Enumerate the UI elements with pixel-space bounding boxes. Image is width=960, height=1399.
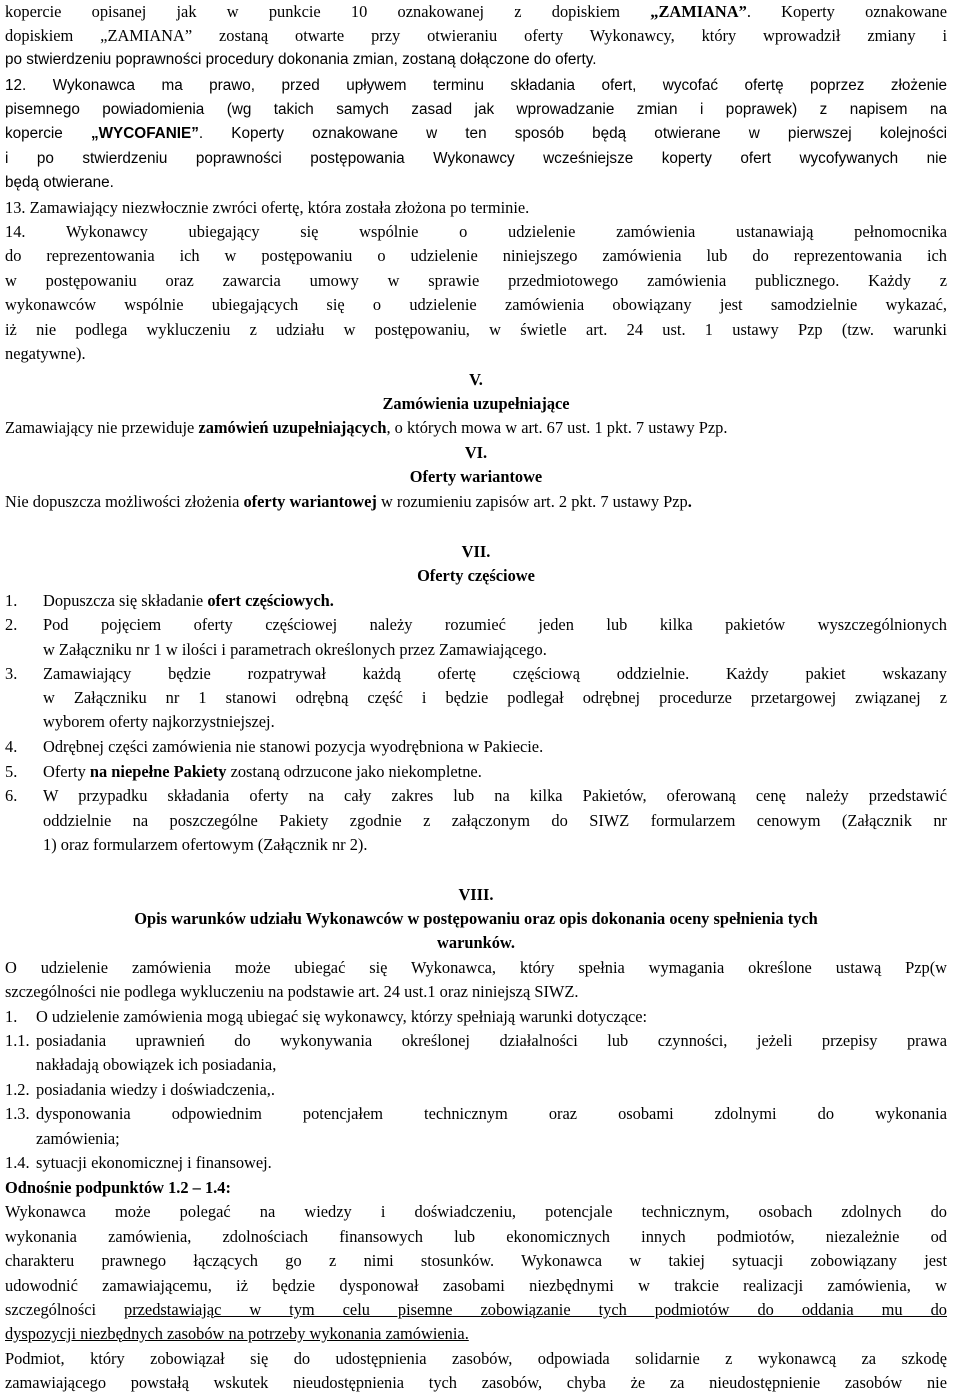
text-line (5, 1322, 947, 1345)
list-number: 1.4. (5, 1153, 30, 1172)
section-viii-title: Opis warunków udziału Wykonawców w postępowaniu oraz opis dokonania oceny spełnienia tych (134, 909, 818, 928)
text-line: wykonania zamówienia, zdolnościach finansowych lub ekonomicznych innych podmiotów, niezależnie od (5, 1227, 947, 1246)
text-line: udowodnić zamawiającemu, iż będzie dysponował zasobami niezbędnymi w trakcie realizacji zamówienia, w (5, 1276, 947, 1295)
text-line: O udzielenie zamówienia może ubiegać się Wykonawca, który spełnia wymagania określone ustawą Pzp(w (5, 958, 947, 977)
list-item: sytuacji ekonomicznej i finansowej. (36, 1153, 272, 1172)
text-line: kopercie opisanej jak w punkcie 10 oznakowanej z dopiskiem „ZAMIANA”. Koperty oznakowane (5, 2, 947, 21)
list-item: dysponowania odpowiednim potencjałem technicznym oraz osobami zdolnymi do wykonania (36, 1104, 947, 1123)
section-viii-title-cont: warunków. (437, 933, 515, 952)
list-number: 6. (5, 786, 18, 805)
list-item-cont: nakładają obowiązek ich posiadania, (36, 1055, 277, 1074)
text-line: po stwierdzeniu poprawności procedury dokonania zmian, zostaną dołączone do oferty. (5, 51, 597, 68)
list-item-cont: w Załączniku nr 1 w ilości i parametrach określonych przez Zamawiającego. (43, 640, 547, 659)
item-12-line: 12. Wykonawca ma prawo, przed upływem terminu składania ofert, wycofać ofertę poprzez złożenie (5, 77, 947, 94)
sub-heading: Odnośnie podpunktów 1.2 – 1.4: (5, 1178, 231, 1197)
list-item-cont: oddzielnie na poszczególne Pakiety zgodnie z załączonym do SIWZ formularzem cenowym (Załącznik nr (43, 811, 947, 830)
list-item: Oferty na niepełne Pakiety zostaną odrzucone jako niekompletne. (43, 762, 482, 781)
text-line: w postępowaniu oraz zawarcia umowy w sprawie przedmiotowego zamówienia publicznego. Każdy z (5, 271, 947, 290)
section-vi-roman: VI. (464, 443, 488, 462)
list-number: 1.3. (5, 1104, 30, 1123)
text-line: szczególności przedstawiając w tym celu pisemne zobowiązanie tych podmiotów do oddania mu do (5, 1300, 947, 1319)
list-number: 4. (5, 737, 18, 756)
list-item-cont: w Załączniku nr 1 stanowi odrębną część i będzie podlegał odrębnej procedurze przetargowej związanej z (43, 688, 947, 707)
list-item: Zamawiający będzie rozpatrywał każdą ofertę częściową oddzielnie. Każdy pakiet wskazany (43, 664, 947, 683)
underlined-text: przedstawiając w tym celu pisemne zobowiązanie tych podmiotów do oddania mu do (124, 1300, 947, 1319)
section-vii-roman: VII. (461, 542, 491, 561)
text-line: iż nie podlega wykluczeniu z udziału w postępowaniu, w świetle art. 24 ust. 1 ustawy Pzp (tzw. warunki (5, 320, 947, 339)
section-vii-title: Oferty częściowe (417, 566, 535, 585)
section-v-roman: V. (469, 370, 483, 389)
list-number: 3. (5, 664, 18, 683)
text-line: będą otwierane. (5, 174, 114, 191)
section-v-title: Zamówienia uzupełniające (382, 394, 570, 413)
underlined-text: dyspozycji niezbędnych zasobów na potrzeby wykonania zamówienia. (5, 1324, 469, 1343)
list-item-cont: zamówienia; (36, 1129, 120, 1148)
text-line: Podmiot, który zobowiązał się do udostępnienia zasobów, odpowiada solidarnie z wykonawcą za szkodę (5, 1349, 947, 1368)
list-item: Pod pojęciem oferty częściowej należy rozumieć jeden lub kilka pakietów wyszczególnionych (43, 615, 947, 634)
item-14-line: 14. Wykonawcy ubiegający się wspólnie o udzielenie zamówienia ustanawiają pełnomocnika (5, 222, 947, 241)
text-line: i po stwierdzeniu poprawności postępowania Wykonawcy wcześniejsze koperty ofert wycofywanych nie (5, 150, 947, 167)
list-item: Dopuszcza się składanie ofert częściowych. (43, 591, 334, 610)
text-line: charakteru prawnego łączących go z nimi stosunków. Wykonawca w takiej sytuacji zobowiązany jest (5, 1251, 947, 1270)
list-number: 5. (5, 762, 18, 781)
list-number: 1.1. (5, 1031, 30, 1050)
section-vi-title: Oferty wariantowe (409, 467, 543, 486)
list-item: Odrębnej części zamówienia nie stanowi pozycja wyodrębniona w Pakiecie. (43, 737, 544, 756)
text-line: wykonawców wspólnie ubiegających się o udzielenie zamówienia obowiązany jest samodzielnie wykazać, (5, 295, 947, 314)
text-line: pisemnego powiadomienia (wg takich samych zasad jak wprowadzanie zmian i poprawek) z napisem na (5, 101, 947, 118)
list-number: 1.2. (5, 1080, 30, 1099)
list-item: W przypadku składania oferty na cały zakres lub na kilka Pakietów, oferowaną cenę należy przedstawić (43, 786, 947, 805)
text-line: zamawiającego powstałą wskutek nieudostępnienia tych zasobów, chyba że za nieudostępnienie zasobów nie (5, 1373, 947, 1392)
text-line: dopiskiem „ZAMIANA” zostaną otwarte przy otwieraniu oferty Wykonawcy, który wprowadził zmiany i (5, 26, 947, 45)
list-item: posiadania wiedzy i doświadczenia,. (36, 1080, 275, 1099)
section-viii-roman: VIII. (458, 885, 494, 904)
list-item: O udzielenie zamówienia mogą ubiegać się wykonawcy, którzy spełniają warunki dotyczące: (36, 1007, 648, 1026)
text-line: Nie dopuszcza możliwości złożenia oferty wariantowej w rozumieniu zapisów art. 2 pkt. 7 ustawy Pzp. (5, 492, 692, 511)
text-line: Zamawiający nie przewiduje zamówień uzupełniających, o których mowa w art. 67 ust. 1 pkt. 7 ustawy Pzp. (5, 418, 728, 437)
list-number: 2. (5, 615, 18, 634)
text-line: kopercie „WYCOFANIE”. Koperty oznakowane w ten sposób będą otwierane w pierwszej kolejności (5, 125, 947, 142)
text-line: Wykonawca może polegać na wiedzy i doświadczeniu, potencjale technicznym, osobach zdolnych do (5, 1202, 947, 1221)
text-line: do reprezentowania ich w postępowaniu o udzielenie niniejszego zamówienia lub do reprezentowania ich (5, 246, 947, 265)
list-number: 1. (5, 591, 18, 610)
list-item-cont: 1) oraz formularzem ofertowym (Załącznik nr 2). (43, 835, 368, 854)
list-number: 1. (5, 1007, 18, 1026)
text-line: negatywne). (5, 344, 86, 363)
item-13-line: 13. Zamawiający niezwłocznie zwróci ofertę, która została złożona po terminie. (5, 198, 530, 217)
list-item-cont: wyborem oferty najkorzystniejszej. (43, 712, 275, 731)
list-item: posiadania uprawnień do wykonywania określonej działalności lub czynności, jeżeli przepisy prawa (36, 1031, 947, 1050)
text-line: szczególności nie podlega wykluczeniu na podstawie art. 24 ust.1 oraz niniejszą SIWZ. (5, 982, 579, 1001)
